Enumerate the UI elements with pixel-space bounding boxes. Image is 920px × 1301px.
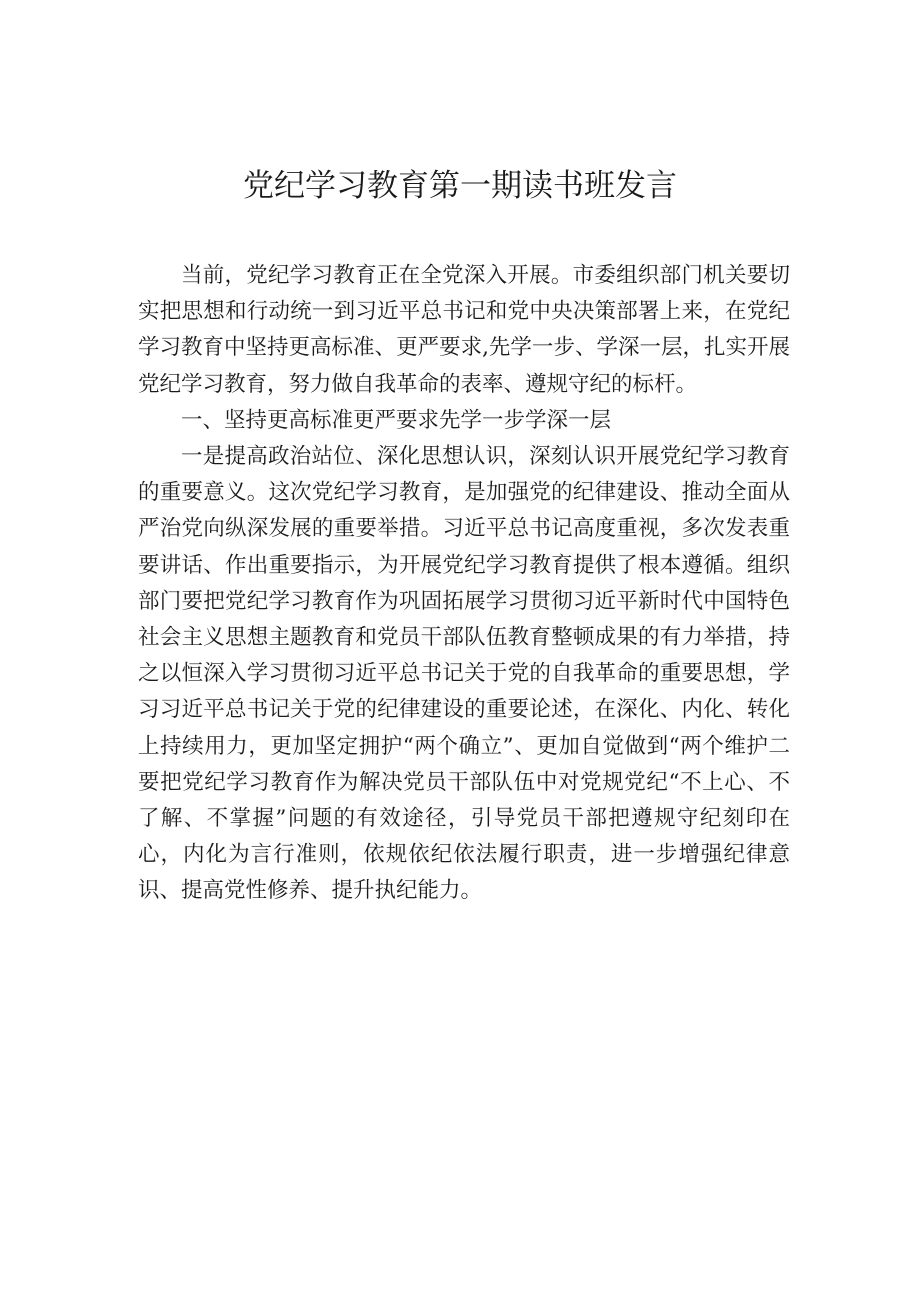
paragraph-point-one: 一是提高政治站位、深化思想认识，深刻认识开展党纪学习教育的重要意义。这次党纪学习教育，是加强党的纪律建设、推动全面从严治党向纵深发展的重要举措。习近平总书记高度重视，多次发表重要讲话、作出重要指示，为开展党纪学习教育提供了根本遵循。组织部门要把党纪学习教育作为巩固拓展学习贯彻习近平新时代中国特色社会主义思想主题教育和党员干部队伍教育整顿成果的有力举措，持之以恒深入学习贯彻习近平总书记关于党的自我革命的重要思想，学习习近平总书记关于党的纪律建设的重要论述，在深化、内化、转化上持续用力，更加坚定拥护“两个确立”、更加自觉做到“两个维护二要把党纪学习教育作为解决党员干部队伍中对党规党纪“不上心、不了解、不掌握”问题的有效途径，引导党员干部把遵规守纪刻印在心，内化为言行准则，依规依纪依法履行职责，进一步增强纪律意识、提高党性修养、提升执纪能力。	[138, 444, 790, 904]
paragraph-intro: 当前，党纪学习教育正在全党深入开展。市委组织部门机关要切实把思想和行动统一到习近平总书记和党中央决策部署上来，在党纪学习教育中坚持更高标准、更严要求,先学一步、学深一层，扎实开展党纪学习教育，努力做自我革命的表率、遵规守纪的标杆。	[138, 263, 790, 397]
document-body	[138, 258, 790, 910]
section-heading: 一、坚持更高标准更严要求先学一步学深一层	[181, 407, 612, 433]
document-title: 党纪学习教育第一期读书班发言	[243, 168, 677, 204]
